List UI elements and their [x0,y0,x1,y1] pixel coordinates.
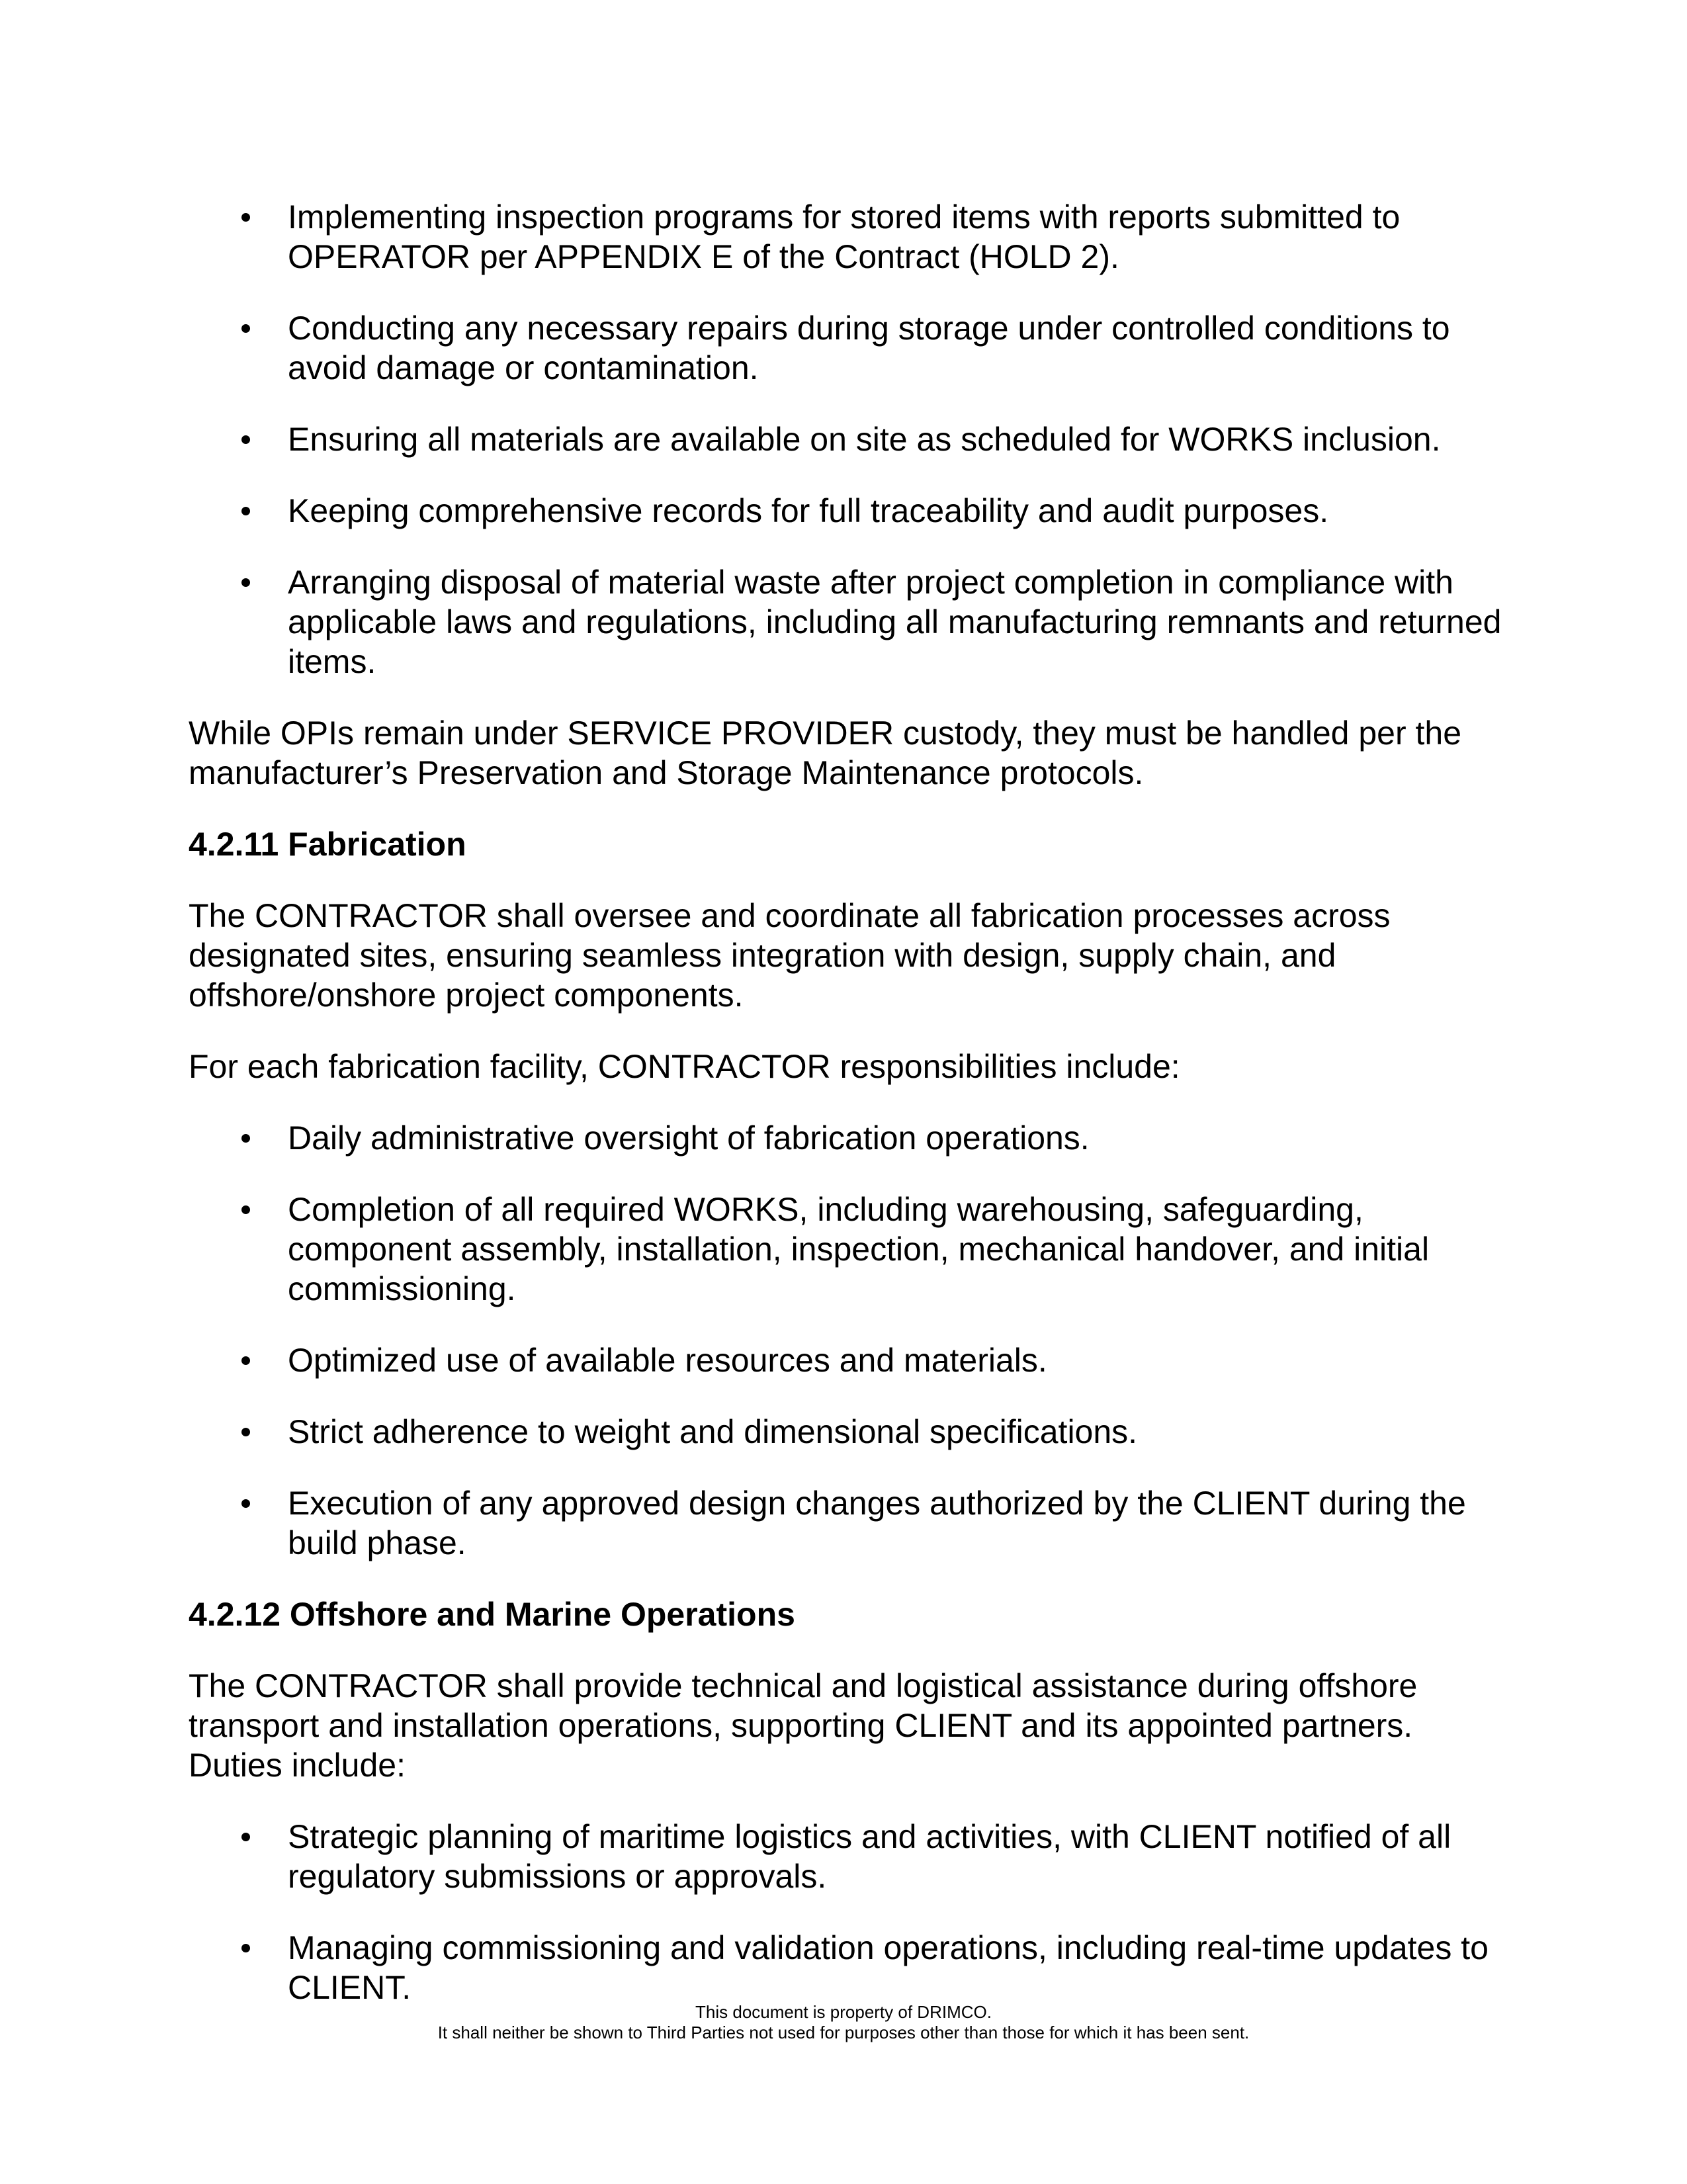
list-item-text: Strict adherence to weight and dimensional specifications. [288,1413,1138,1450]
list-item [189,308,1502,388]
list-item-text: Optimized use of available resources and materials. [288,1342,1047,1379]
bullet-icon [241,1205,250,1214]
list-item-text: Strategic planning of maritime logistics and activities, with CLIENT notified of all regulatory submissions or approvals. [288,1818,1451,1895]
document-content [189,197,1502,2039]
list-item [189,562,1502,681]
list-item [189,1928,1502,2007]
bullet-icon [241,1833,250,1841]
list-item-text: Ensuring all materials are available on site as scheduled for WORKS inclusion. [288,421,1441,458]
list-item-text: Daily administrative oversight of fabrication operations. [288,1119,1090,1157]
body-paragraph: While OPIs remain under SERVICE PROVIDER custody, they must be handled per the manufacturer’s Preservation and Storage Maintenance protocols. [189,715,1462,791]
body-paragraph: The CONTRACTOR shall oversee and coordinate all fabrication processes across designated sites, ensuring seamless integration with design, supply chain, and offshore/onshore project components. [189,897,1391,1014]
list-item [189,1118,1502,1158]
bullet-icon [241,324,250,333]
bullet-icon [241,1944,250,1952]
list-item [189,1190,1502,1309]
list-item [189,491,1502,531]
list-item-text: Managing commissioning and validation operations, including real-time updates to CLIENT. [288,1929,1489,2006]
section-heading-offshore-marine-operations: 4.2.12 Offshore and Marine Operations [189,1596,795,1633]
list-item-text: Completion of all required WORKS, including warehousing, safeguarding, component assembly, installation, inspection, mechanical handover, and initial commissioning. [288,1191,1430,1307]
bullet-icon [241,1499,250,1508]
list-item-text: Keeping comprehensive records for full traceability and audit purposes. [288,492,1329,529]
bullet-icon [241,1428,250,1436]
list-item-text: Execution of any approved design changes authorized by the CLIENT during the build phase. [288,1485,1466,1561]
bullet-icon [241,1356,250,1365]
list-item-text: Conducting any necessary repairs during storage under controlled conditions to avoid damage or contamination. [288,310,1450,386]
body-paragraph: For each fabrication facility, CONTRACTOR responsibilities include: [189,1048,1180,1085]
page-footer [0,2002,1687,2043]
bullet-icon [241,435,250,444]
body-paragraph: The CONTRACTOR shall provide technical and logistical assistance during offshore transport and installation operations, supporting CLIENT and its appointed partners. Duties include: [189,1667,1418,1784]
footer-confidentiality-notice: It shall neither be shown to Third Parties not used for purposes other than those for which it has been sent. [437,2023,1250,2042]
list-item [189,1412,1502,1452]
list-item-text: Arranging disposal of material waste after project completion in compliance with applicable laws and regulations, including all manufacturing remnants and returned items. [288,564,1502,680]
list-item [189,419,1502,459]
list-item [189,197,1502,277]
list-item [189,1340,1502,1380]
list-item [189,1483,1502,1563]
bullet-icon [241,1134,250,1143]
bullet-icon [241,213,250,222]
footer-property-notice: This document is property of DRIMCO. [695,2002,992,2022]
list-item-text: Implementing inspection programs for stored items with reports submitted to OPERATOR per APPENDIX E of the Contract (HOLD 2). [288,198,1401,275]
bullet-icon [241,578,250,587]
bullet-icon [241,507,250,515]
section-heading-fabrication: 4.2.11 Fabrication [189,826,466,863]
list-item [189,1817,1502,1896]
